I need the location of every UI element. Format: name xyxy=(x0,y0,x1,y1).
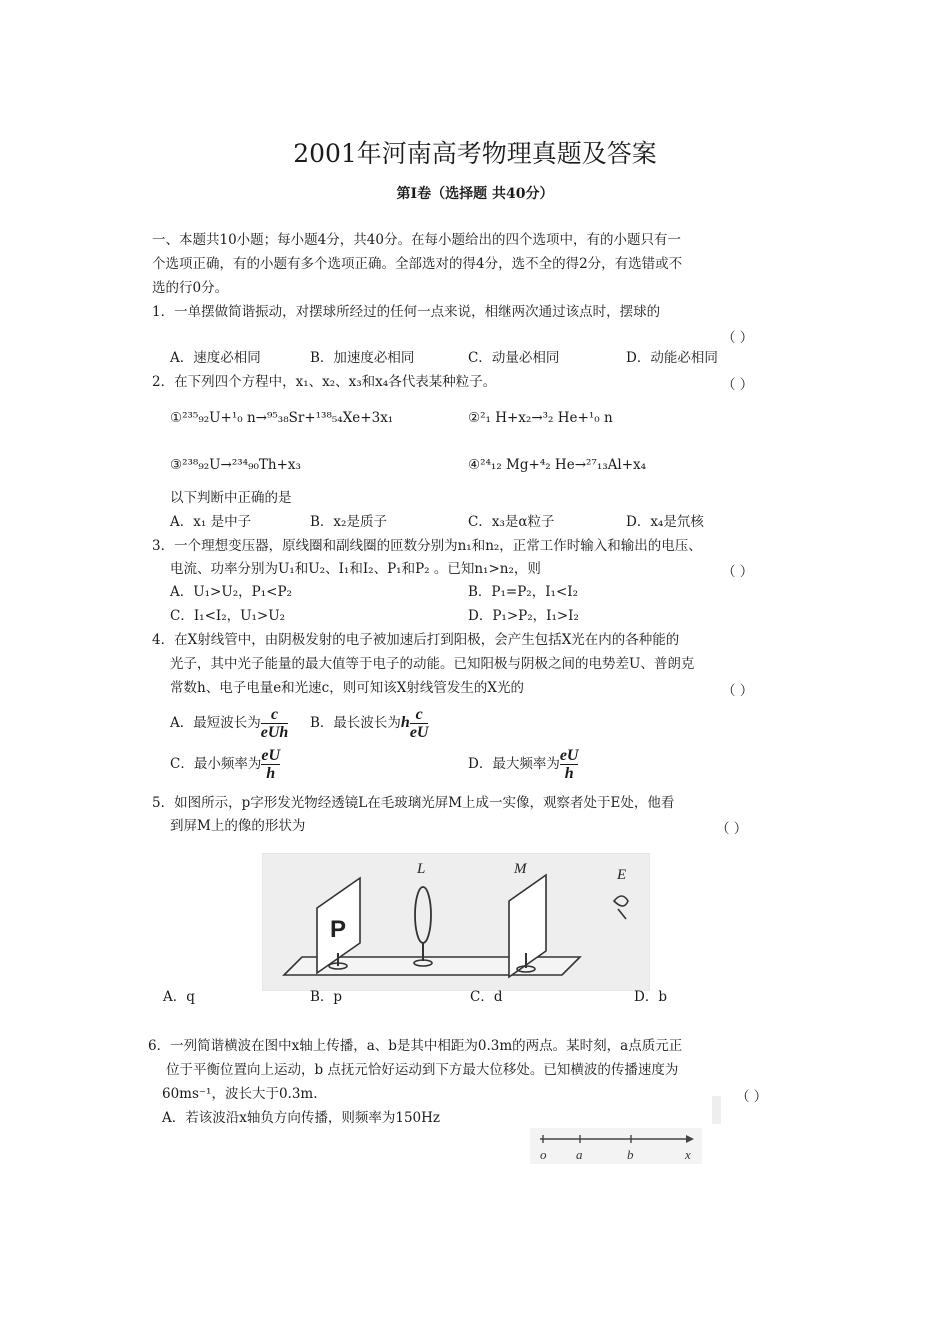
intro-line-2: 个选项正确，有的小题有多个选项正确。全部选对的得4分，选不全的得2分，有选错或不 xyxy=(152,256,683,272)
q5-stem-2: 到屏M上的像的形状为 xyxy=(170,818,306,834)
q2-judge: 以下判断中正确的是 xyxy=(170,490,292,506)
lens-setup-figure xyxy=(262,853,650,991)
q5-option-b: B．p xyxy=(310,989,343,1005)
q2-option-d: D．x₄是氘核 xyxy=(626,514,704,530)
q2-answer-paren: （ ） xyxy=(722,377,754,393)
q2-option-a: A．x₁ 是中子 xyxy=(170,514,252,530)
section-subtitle: 第Ⅰ卷（选择题 共40分） xyxy=(396,186,554,202)
q4-option-a-label: A．最短波长为 xyxy=(170,715,261,731)
q4-option-d-label: D．最大频率为 xyxy=(468,756,560,772)
q4-fb-den: eU xyxy=(409,723,429,741)
q6-option-a: A．若该波沿x轴负方向传播，则频率为150Hz xyxy=(162,1110,441,1126)
observer-label: E xyxy=(617,867,627,883)
q6-answer-paren: （ ） xyxy=(736,1089,768,1105)
figure-background xyxy=(530,1128,702,1164)
q3-option-a: A．U₁>U₂，P₁<P₂ xyxy=(170,584,292,600)
q4-stem-3: 常数h、电子电量e和光速c，则可知该X射线管发生的X光的 xyxy=(170,680,524,696)
q1-answer-paren: （ ） xyxy=(722,330,754,346)
q5-option-a: A．q xyxy=(163,989,195,1005)
q1-option-b: B．加速度必相同 xyxy=(310,350,415,366)
q3-option-c: C．I₁<I₂，U₁>U₂ xyxy=(170,608,286,624)
point-a-label: a xyxy=(576,1147,583,1162)
q1-option-c: C．动量必相同 xyxy=(468,350,560,366)
intro-line-3: 选的行0分。 xyxy=(152,280,229,296)
point-b-label: b xyxy=(627,1147,634,1162)
q4-fa-den: eUh xyxy=(260,723,289,741)
q4-option-d xyxy=(468,744,578,784)
origin-label: o xyxy=(540,1147,547,1162)
q3-stem-2: 电流、功率分别为U₁和U₂、I₁和I₂、P₁和P₂ 。已知n₁>n₂，则 xyxy=(170,561,541,577)
q4-option-c xyxy=(170,744,280,784)
q2-equation-3: ③²³⁸₉₂U→²³⁴₉₀Th+x₃ xyxy=(170,457,301,473)
q5-option-d: D．b xyxy=(634,989,667,1005)
q4-option-c-label: C．最小频率为 xyxy=(170,756,262,772)
q4-answer-paren: （ ） xyxy=(722,683,754,699)
q4-option-c-fraction xyxy=(261,747,280,782)
lens-label: L xyxy=(417,861,426,877)
q5-option-c: C．d xyxy=(470,989,503,1005)
q2-equation-4: ④²⁴₁₂ Mg+⁴₂ He→²⁷₁₃Al+x₄ xyxy=(468,457,647,473)
q5-stem-1: 5．如图所示，p字形发光物经透镜L在毛玻璃光屏M上成一实像，观察者处于E处，他看 xyxy=(152,795,675,811)
q4-option-a-fraction xyxy=(261,706,289,741)
q1-stem: 1．一单摆做简谐振动，对摆球所经过的任何一点来说，相继两次通过该点时，摆球的 xyxy=(152,304,661,320)
q4-option-a xyxy=(170,703,288,743)
q2-equation-1: ①²³⁵₉₂U+¹₀ n→⁹⁵₃₈Sr+¹³⁸₅₄Xe+3x₁ xyxy=(170,410,394,426)
q4-option-d-fraction xyxy=(560,747,579,782)
p-object-label: P xyxy=(330,916,347,943)
q4-fb-prefix: h xyxy=(400,714,410,731)
scan-artifact xyxy=(712,1096,721,1124)
q4-fb-num: c xyxy=(415,705,423,723)
q5-answer-paren: （ ） xyxy=(716,821,748,837)
q3-stem-1: 3．一个理想变压器，原线圈和副线圈的匝数分别为n₁和n₂，正常工作时输入和输出的电压、 xyxy=(152,538,702,554)
q6-stem-2: 位于平衡位置向上运动，b 点抚元恰好运动到下方最大位移处。已知横波的传播速度为 xyxy=(166,1062,679,1078)
q1-option-a: A．速度必相同 xyxy=(170,350,261,366)
intro-line-1: 一、本题共10小题；每小题4分，共40分。在每小题给出的四个选项中，有的小题只有一 xyxy=(152,232,681,248)
q3-option-b: B．P₁=P₂，I₁<I₂ xyxy=(468,584,579,600)
q4-fd-den: h xyxy=(564,764,574,782)
x-axis-label: x xyxy=(685,1147,691,1162)
q6-stem-3: 60ms⁻¹，波长大于0.3m. xyxy=(162,1086,318,1102)
q4-fc-den: h xyxy=(266,764,276,782)
q4-stem-2: 光子，其中光子能量的最大值等于电子的动能。已知阳极与阴极之间的电势差U、普朗克 xyxy=(170,656,695,672)
screen-label: M xyxy=(514,861,527,877)
page-title: 2001年河南高考物理真题及答案 xyxy=(293,139,657,168)
q4-option-b-fraction xyxy=(410,706,429,741)
q4-stem-1: 4．在X射线管中，由阴极发射的电子被加速后打到阳极，会产生包括X光在内的各种能的 xyxy=(152,632,680,648)
q2-stem: 2．在下列四个方程中，x₁、x₂、x₃和x₄各代表某种粒子。 xyxy=(152,374,497,390)
q2-equation-2: ②²₁ H+x₂→³₂ He+¹₀ n xyxy=(468,410,613,426)
q4-fc-num: eU xyxy=(261,746,280,764)
q3-answer-paren: （ ） xyxy=(722,564,754,580)
q3-option-d: D．P₁>P₂，I₁>I₂ xyxy=(468,608,579,624)
q4-option-b-label: B．最长波长为 xyxy=(310,715,401,731)
q1-option-d: D．动能必相同 xyxy=(626,350,718,366)
wave-axis-figure xyxy=(530,1128,702,1164)
q4-fa-num: c xyxy=(270,705,279,723)
q4-fd-num: eU xyxy=(559,746,579,764)
q4-option-b xyxy=(310,703,428,743)
q6-stem-1: 6．一列简谐横波在图中x轴上传播，a、b是其中相距为0.3m的两点。某时刻，a点质元正 xyxy=(148,1038,683,1054)
q2-option-c: C．x₃是α粒子 xyxy=(468,514,555,530)
q2-option-b: B．x₂是质子 xyxy=(310,514,387,530)
